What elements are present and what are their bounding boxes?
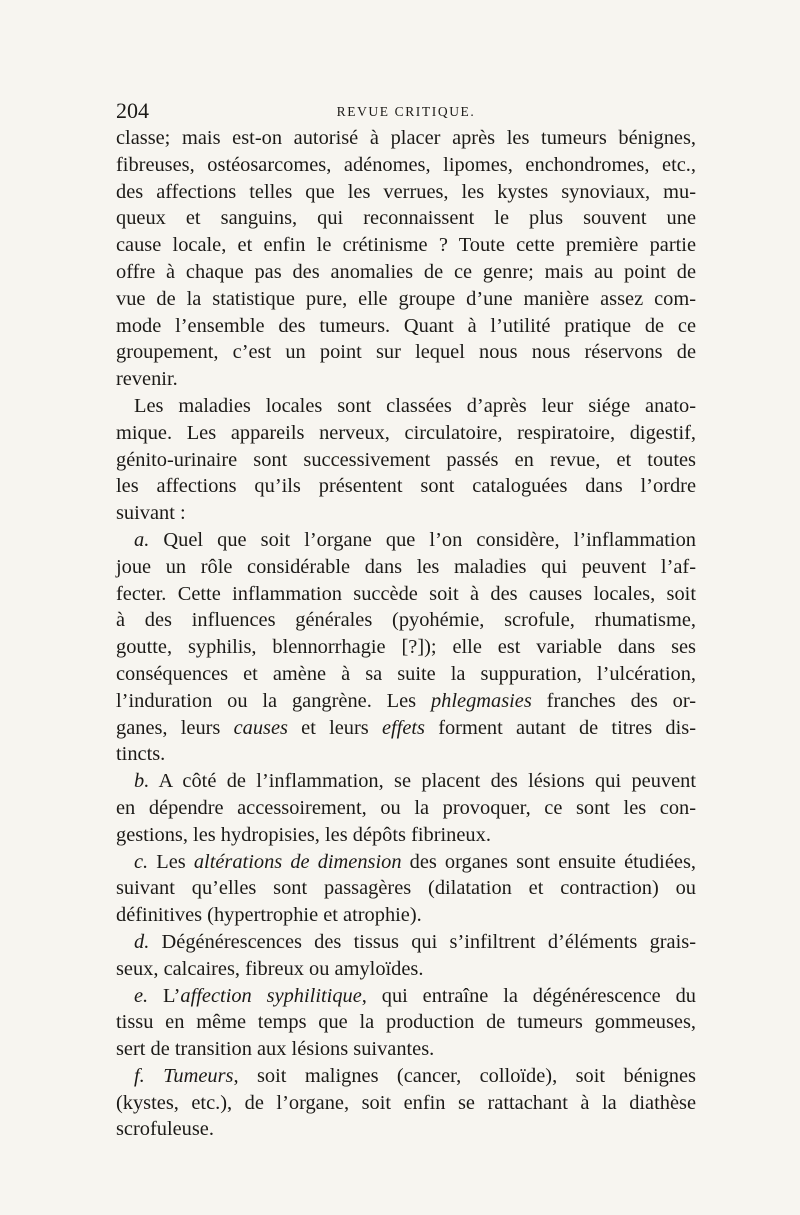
text-line: classe; mais est-on autorisé à placer après les tumeurs bénignes, bbox=[116, 127, 696, 149]
text-line: c. Les altérations de dimension des organes sont ensuite étudiées, bbox=[134, 850, 696, 873]
text-line: vue de la statistique pure, elle groupe d’une manière assez com- bbox=[116, 287, 696, 310]
page-number: 204 bbox=[116, 98, 149, 123]
text-line: à des influences générales (pyohémie, scrofule, rhumatisme, bbox=[116, 609, 696, 632]
text-line: scrofuleuse. bbox=[116, 1118, 214, 1141]
text-line: tissu en même temps que la production de tumeurs gommeuses, bbox=[116, 1011, 696, 1034]
text-line: mique. Les appareils nerveux, circulatoire, respiratoire, digestif, bbox=[116, 421, 696, 444]
text-line: fibreuses, ostéosarcomes, adénomes, lipomes, enchondromes, etc., bbox=[116, 153, 696, 176]
text-line: cause locale, et enfin le crétinisme ? Toute cette première partie bbox=[116, 234, 696, 257]
text-line: goutte, syphilis, blennorrhagie [?]); elle est variable dans ses bbox=[116, 636, 696, 659]
text-line: en dépendre accessoirement, ou la provoquer, ce sont les con- bbox=[116, 796, 696, 819]
text-line: l’induration ou la gangrène. Les phlegmasies franches des or- bbox=[116, 689, 697, 712]
text-line: les affections qu’ils présentent sont cataloguées dans l’ordre bbox=[116, 475, 696, 498]
text-line: a. Quel que soit l’organe que l’on considère, l’inflammation bbox=[134, 528, 696, 551]
text-line: gestions, les hydropisies, les dépôts fibrineux. bbox=[116, 823, 491, 846]
running-title: REVUE CRITIQUE. bbox=[336, 104, 476, 119]
text-line: e. L’affection syphilitique, qui entraîne la dégénérescence du bbox=[134, 984, 696, 1007]
text-line: des affections telles que les verrues, les kystes synoviaux, mu- bbox=[116, 180, 696, 203]
text-line: fecter. Cette inflammation succède soit à des causes locales, soit bbox=[116, 582, 696, 605]
text-line: revenir. bbox=[116, 368, 178, 391]
text-line: ganes, leurs causes et leurs effets forment autant de titres dis- bbox=[116, 716, 696, 739]
text-line: groupement, c’est un point sur lequel nous nous réservons de bbox=[116, 341, 696, 364]
text-line: seux, calcaires, fibreux ou amyloïdes. bbox=[116, 957, 424, 980]
text-line: mode l’ensemble des tumeurs. Quant à l’utilité pratique de ce bbox=[116, 314, 696, 337]
text-line: queux et sanguins, qui reconnaissent le plus souvent une bbox=[116, 207, 696, 230]
text-line: conséquences et amène à sa suite la suppuration, l’ulcération, bbox=[116, 662, 696, 685]
text-line: génito-urinaire sont successivement passés en revue, et toutes bbox=[116, 448, 696, 471]
text-line: (kystes, etc.), de l’organe, soit enfin se rattachant à la diathèse bbox=[116, 1091, 696, 1114]
text-line: tincts. bbox=[116, 743, 166, 766]
text-line: suivant : bbox=[116, 502, 186, 525]
text-line: Les maladies locales sont classées d’après leur siége anato- bbox=[134, 394, 696, 417]
text-line: b. A côté de l’inflammation, se placent des lésions qui peuvent bbox=[134, 770, 696, 793]
text-line: offre à chaque pas des anomalies de ce genre; mais au point de bbox=[116, 260, 696, 283]
text-line: joue un rôle considérable dans les maladies qui peuvent l’af- bbox=[116, 555, 696, 578]
text-line: définitives (hypertrophie et atrophie). bbox=[116, 904, 422, 927]
text-line: f. Tumeurs, soit malignes (cancer, colloïde), soit bénignes bbox=[134, 1064, 696, 1087]
text-line: suivant qu’elles sont passagères (dilatation et contraction) ou bbox=[116, 877, 696, 900]
body-text bbox=[116, 125, 696, 1143]
text-line: d. Dégénérescences des tissus qui s’infiltrent d’éléments grais- bbox=[134, 930, 696, 953]
text-line: sert de transition aux lésions suivantes. bbox=[116, 1038, 435, 1061]
